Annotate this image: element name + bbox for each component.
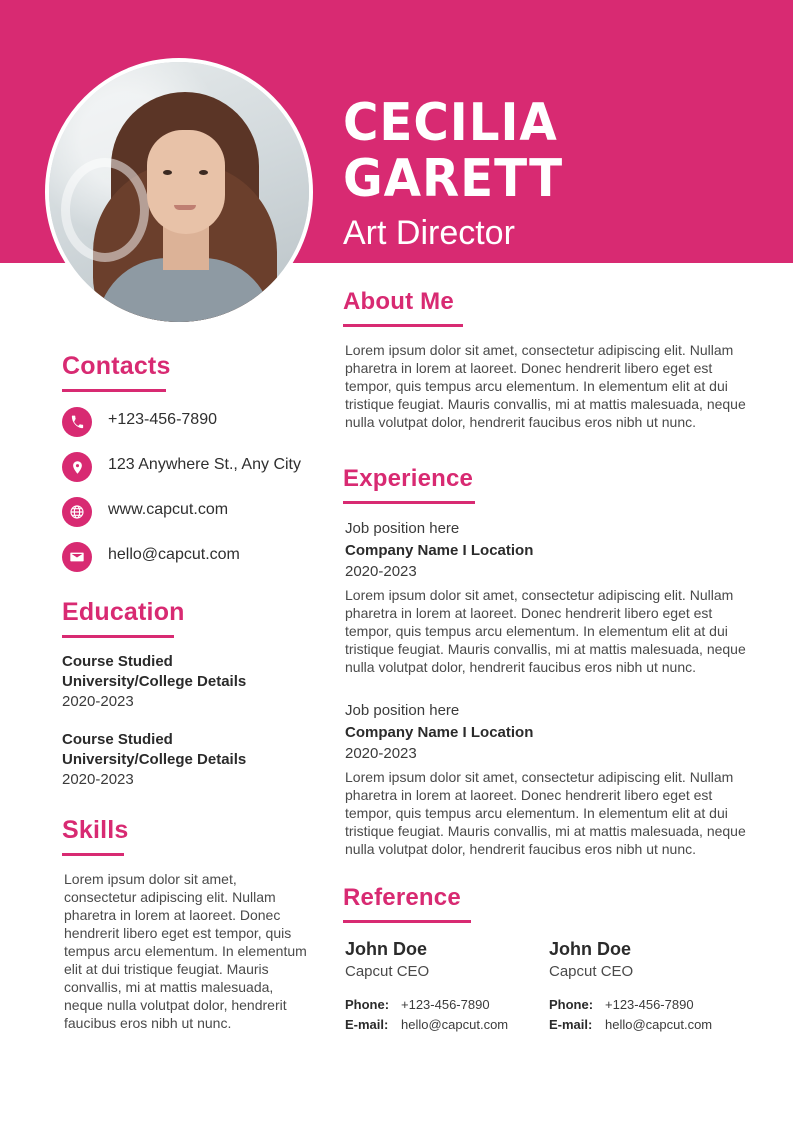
experience-heading-rule — [343, 501, 475, 504]
contact-value: 123 Anywhere St., Any City — [108, 456, 301, 473]
reference-phone-row — [345, 995, 549, 1015]
list-item — [62, 730, 312, 790]
contact-value: www.capcut.com — [108, 501, 229, 518]
phone-icon — [62, 407, 92, 437]
contacts-section — [62, 352, 312, 572]
reference-phone-label: Phone: — [345, 997, 390, 1012]
reference-grid — [345, 937, 753, 1035]
skills-heading: Skills — [62, 816, 129, 844]
reference-name: John Doe — [549, 939, 632, 959]
photo-eye-left — [163, 170, 172, 175]
photo-eye-right — [199, 170, 208, 175]
job-company: Company Name I Location — [345, 542, 534, 559]
reference-phone-row — [549, 995, 753, 1015]
envelope-icon — [62, 542, 92, 572]
about-heading-rule — [343, 324, 463, 327]
globe-icon — [62, 497, 92, 527]
list-item — [62, 652, 312, 712]
about-heading: About Me — [343, 288, 454, 315]
skills-section — [62, 816, 312, 1032]
about-body-text: Lorem ipsum dolor sit amet, consectetur adipiscing elit. Nullam pharetra in lorem at laoreet. Donec hendrerit libero eget est tempor, quis tempus arcu elementum. In elementum elit at dui tristique feugiat. Mauris convallis, mi at mattis malesuada, neque nulla volutpat dolor, hendrerit faucibus eros nibh ut nunc. — [345, 342, 746, 430]
experience-section — [343, 465, 753, 858]
page-title: CECILIA GARETT — [343, 93, 564, 209]
education-heading: Education — [62, 598, 185, 626]
list-item[interactable] — [62, 406, 312, 437]
skills-body-text: Lorem ipsum dolor sit amet, consectetur adipiscing elit. Nullam pharetra in lorem at laoreet. Donec hendrerit libero eget est tempor, quis tempus arcu elementum. In elementum elit at dui tristique feugiat. Mauris convallis, mi at mattis malesuada, neque nulla volutpat dolor, hendrerit faucibus eros nibh ut nunc. — [64, 871, 307, 1031]
reference-email-label: E-mail: — [345, 1017, 389, 1032]
reference-role: Capcut CEO — [345, 963, 430, 980]
education-section — [62, 598, 312, 790]
reference-email-value: hello@capcut.com — [605, 1017, 713, 1032]
contact-value: +123-456-7890 — [108, 411, 217, 428]
list-item — [345, 518, 753, 676]
job-position: Job position here — [345, 702, 460, 719]
list-item[interactable] — [62, 451, 312, 482]
job-years: 2020-2023 — [345, 745, 417, 762]
job-years: 2020-2023 — [345, 563, 417, 580]
reference-email-value: hello@capcut.com — [401, 1017, 509, 1032]
left-column — [62, 352, 312, 1058]
list-item[interactable] — [62, 541, 312, 572]
avatar — [45, 58, 313, 326]
reference-section — [343, 884, 753, 1035]
contacts-heading-rule — [62, 389, 166, 392]
education-school: University/College Details — [62, 673, 247, 690]
list-item — [549, 937, 753, 1035]
reference-email-label: E-mail: — [549, 1017, 593, 1032]
contacts-list — [62, 406, 312, 572]
list-item[interactable] — [62, 496, 312, 527]
job-company: Company Name I Location — [345, 724, 534, 741]
job-description: Lorem ipsum dolor sit amet, consectetur adipiscing elit. Nullam pharetra in lorem at laoreet. Donec hendrerit libero eget est tempor, quis tempus arcu elementum. In elementum elit at dui tristique feugiat. Mauris convallis, mi at mattis malesuada, neque nulla volutpat dolor, hendrerit faucibus eros nibh ut nunc. — [345, 769, 746, 857]
reference-phone-value: +123-456-7890 — [401, 997, 490, 1012]
reference-email-row — [549, 1015, 753, 1035]
education-heading-rule — [62, 635, 174, 638]
education-course: Course Studied — [62, 731, 173, 748]
education-years: 2020-2023 — [62, 771, 134, 788]
job-position: Job position here — [345, 520, 460, 537]
portrait-photo — [49, 62, 309, 322]
list-item — [345, 700, 753, 858]
reference-phone-label: Phone: — [549, 997, 594, 1012]
reference-heading-rule — [343, 920, 471, 923]
about-section — [343, 288, 753, 431]
header-text-block — [343, 95, 763, 253]
reference-role: Capcut CEO — [549, 963, 634, 980]
job-description: Lorem ipsum dolor sit amet, consectetur adipiscing elit. Nullam pharetra in lorem at laoreet. Donec hendrerit libero eget est tempor, quis tempus arcu elementum. In elementum elit at dui tristique feugiat. Mauris convallis, mi at mattis malesuada, neque nulla volutpat dolor, hendrerit faucibus eros nibh ut nunc. — [345, 587, 746, 675]
contacts-heading: Contacts — [62, 352, 171, 380]
photo-face-shape — [147, 130, 225, 234]
reference-heading: Reference — [343, 884, 461, 911]
contact-value: hello@capcut.com — [108, 546, 240, 563]
reference-name: John Doe — [345, 939, 428, 959]
education-years: 2020-2023 — [62, 693, 134, 710]
location-pin-icon — [62, 452, 92, 482]
experience-heading: Experience — [343, 465, 474, 492]
skills-heading-rule — [62, 853, 124, 856]
list-item — [345, 937, 549, 1035]
reference-email-row — [345, 1015, 549, 1035]
right-column — [343, 288, 753, 1061]
job-role-subtitle: Art Director — [343, 214, 515, 252]
photo-mouth — [174, 205, 196, 210]
education-course: Course Studied — [62, 653, 173, 670]
photo-background-blur — [61, 158, 149, 262]
reference-phone-value: +123-456-7890 — [605, 997, 694, 1012]
education-school: University/College Details — [62, 751, 247, 768]
